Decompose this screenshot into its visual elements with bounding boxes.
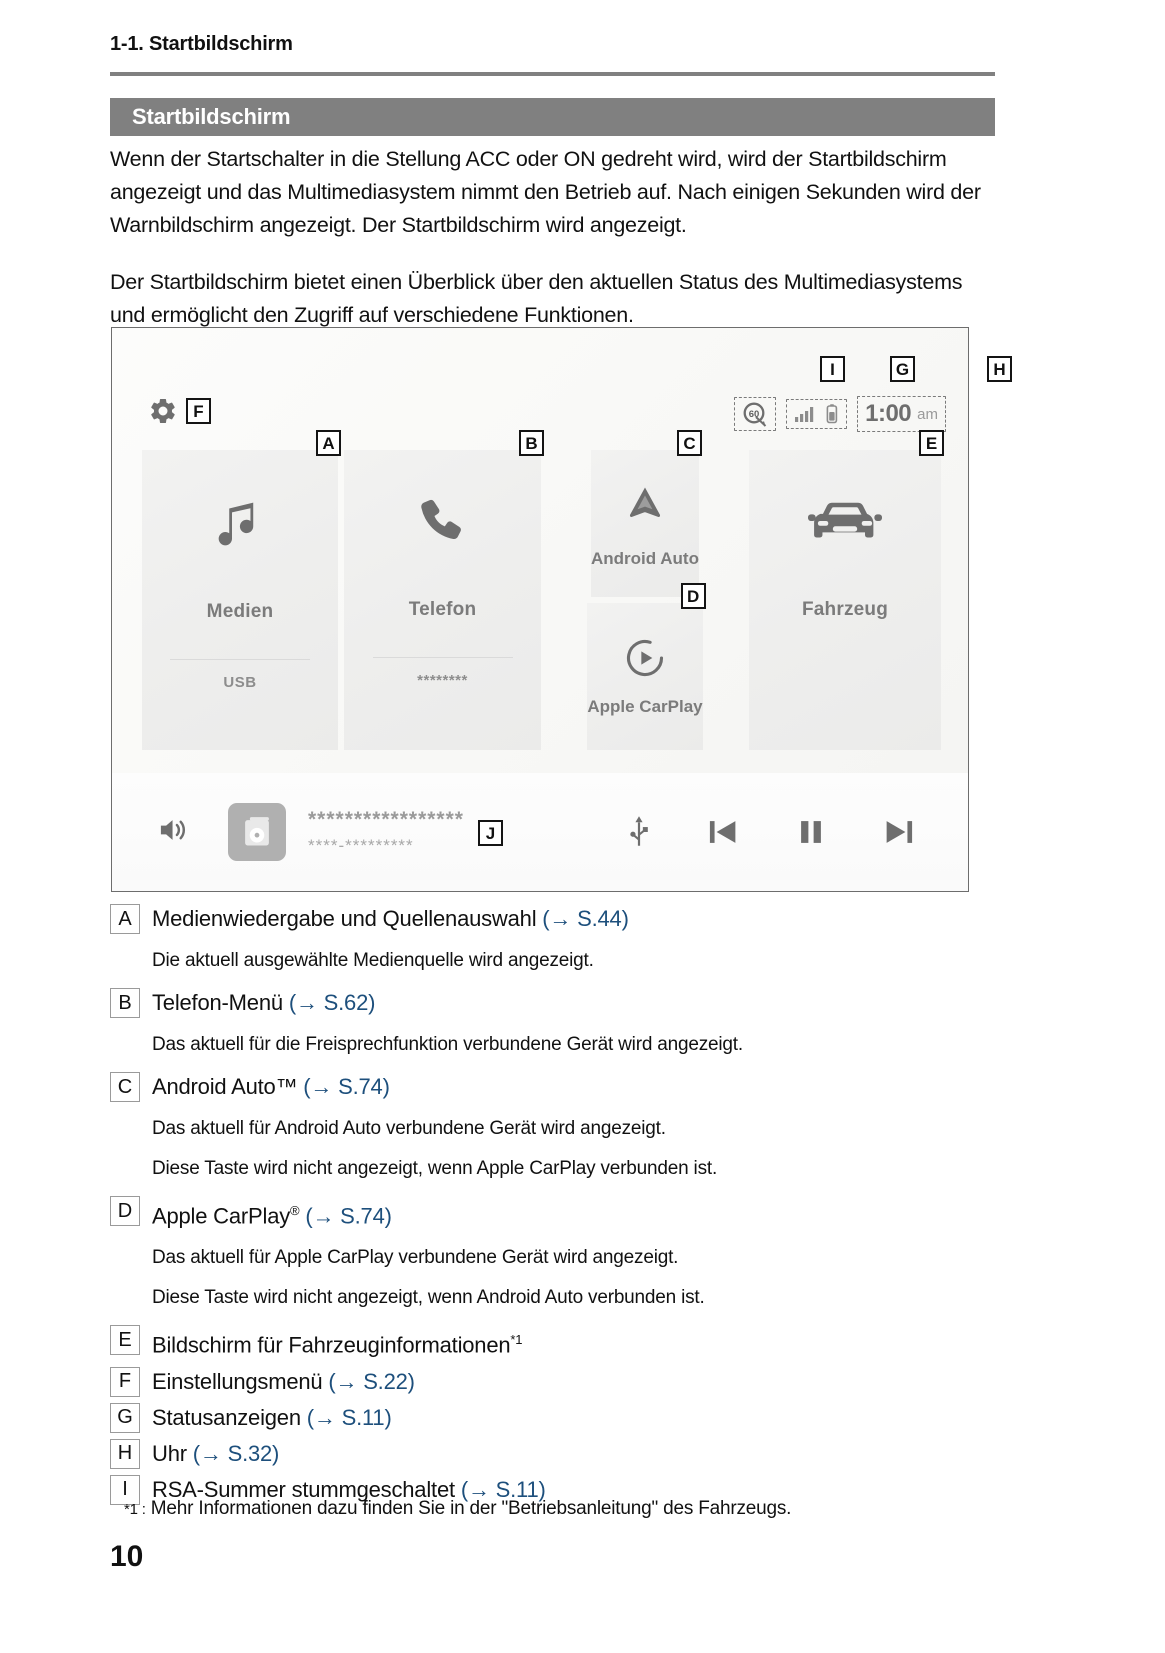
footnote-text: Mehr Informationen dazu finden Sie in der "Betriebsanleitung" des Fahrzeugs.: [145, 1498, 792, 1519]
intro-paragraph-1: Wenn der Startschalter in die Stellung ACC oder ON gedreht wird, wird der Startbildschirm angezeigt und das Multimediasystem nimmt den Betrieb auf. Nach einigen Sekunden wird der Warnbildschirm angezeigt. Der Startbildschirm wird angezeigt.: [110, 147, 981, 237]
car-icon: [807, 492, 883, 559]
phone-icon: [412, 492, 474, 559]
playback-controls: [628, 814, 916, 850]
registered-mark: ®: [290, 1203, 300, 1218]
tile-stack-projection: [547, 433, 743, 750]
section-title: Startbildschirm: [132, 104, 291, 129]
legend-label-b: Telefon-Menü (→ S.62): [152, 990, 376, 1015]
legend-tag-i: I: [110, 1475, 140, 1505]
legend-item-c: [110, 1070, 1010, 1104]
page-number: 10: [110, 1540, 144, 1573]
android-auto-icon: [618, 478, 672, 537]
tile-label-apple-carplay: Apple CarPlay: [587, 697, 703, 716]
pause-icon[interactable]: [796, 816, 826, 848]
page-ref-h[interactable]: (→ S.32): [192, 1440, 280, 1466]
tile-device-telefon: ********: [417, 672, 468, 689]
album-art-icon[interactable]: [228, 803, 286, 861]
legend-note-c-2: Diese Taste wird nicht angezeigt, wenn Apple CarPlay verbunden ist.: [152, 1158, 718, 1179]
legend-tag-c: C: [110, 1072, 140, 1102]
marker-tag-b: B: [519, 430, 544, 456]
legend-item-g: [110, 1401, 1010, 1435]
speed-limit-60-muted-icon: [742, 401, 768, 427]
page-ref-i[interactable]: (→ S.11): [460, 1476, 546, 1502]
page-ref-g[interactable]: (→ S.11): [306, 1404, 392, 1430]
volume-icon[interactable]: [156, 814, 192, 851]
legend-item-b: [110, 986, 1010, 1020]
media-playback-bar: [112, 773, 968, 891]
legend-label-g: Statusanzeigen (→ S.11): [152, 1404, 392, 1430]
legend-tag-a: A: [110, 904, 140, 934]
clock-indicator: [857, 396, 946, 432]
settings-menu-group[interactable]: [148, 396, 211, 426]
gear-icon[interactable]: [148, 396, 178, 426]
signal-bars-icon: [794, 404, 816, 424]
page-ref-b[interactable]: (→ S.62): [288, 990, 376, 1015]
home-screen-illustration: [111, 327, 1006, 892]
track-info: [308, 808, 464, 856]
marker-tag-a: A: [316, 430, 341, 456]
marker-tag-f: F: [186, 398, 211, 424]
legend-label-c: Android Auto™ (→ S.74): [152, 1074, 390, 1099]
legend-note-c-1: Das aktuell für Android Auto verbundene Gerät wird angezeigt.: [152, 1118, 666, 1139]
status-indicators: [786, 399, 847, 429]
music-note-icon: [208, 492, 272, 561]
battery-icon: [825, 403, 839, 425]
legend-tag-d: D: [110, 1196, 140, 1226]
legend-tag-h: H: [110, 1439, 140, 1469]
marker-tag-e: E: [919, 430, 944, 456]
footnote-mark-e: *1: [510, 1332, 523, 1348]
marker-tag-j: J: [478, 820, 503, 846]
tile-label-telefon: Telefon: [408, 599, 477, 620]
marker-tag-g: G: [890, 356, 915, 382]
svg-text:60: 60: [748, 409, 760, 420]
marker-tag-i: I: [820, 356, 845, 382]
head-unit-screen: [112, 328, 1006, 891]
legend-item-e: [110, 1323, 1010, 1362]
legend-label-f: Einstellungsmenü (→ S.22): [152, 1368, 415, 1394]
legend-item-h: [110, 1437, 1010, 1471]
legend-list: [110, 900, 1010, 1507]
previous-track-icon[interactable]: [706, 816, 740, 848]
section-banner: [110, 98, 995, 136]
marker-tag-d: D: [681, 583, 706, 609]
legend-item-d: [110, 1194, 1010, 1233]
carplay-icon: [623, 636, 667, 685]
tile-divider: [170, 659, 310, 660]
footnote: [124, 1498, 791, 1520]
legend-note-d-1: Das aktuell für Apple CarPlay verbundene Gerät wird angezeigt.: [152, 1247, 679, 1269]
marker-tag-h: H: [987, 356, 1012, 382]
tile-label-android-auto: Android Auto: [591, 549, 699, 568]
next-track-icon[interactable]: [882, 816, 916, 848]
legend-label-a: Medienwiedergabe und Quellenauswahl (→ S.44): [152, 906, 629, 931]
track-subtitle: ****-*********: [308, 836, 414, 855]
tile-source-medien: USB: [223, 674, 257, 691]
tile-medien[interactable]: [142, 433, 338, 750]
tile-divider: [373, 657, 513, 658]
tile-android-auto[interactable]: [591, 433, 699, 597]
legend-tag-g: G: [110, 1403, 140, 1433]
intro-paragraph-2: Der Startbildschirm bietet einen Überblick über den aktuellen Status des Multimediasystems und ermöglicht den Zugriff auf verschiedene Funktionen.: [110, 270, 963, 327]
legend-tag-b: B: [110, 988, 140, 1018]
usb-icon[interactable]: [628, 814, 650, 850]
header-divider: [110, 72, 995, 76]
legend-note-b-1: Das aktuell für die Freisprechfunktion verbundene Gerät wird angezeigt.: [152, 1034, 743, 1055]
legend-note-a-1: Die aktuell ausgewählte Medienquelle wird angezeigt.: [152, 950, 594, 971]
page-ref-d[interactable]: (→ S.74): [299, 1203, 392, 1229]
legend-label-i: RSA-Summer stummgeschaltet (→ S.11): [152, 1476, 546, 1502]
tile-fahrzeug[interactable]: [749, 433, 941, 750]
home-tile-grid: [142, 433, 946, 750]
legend-item-f: [110, 1365, 1010, 1399]
page-ref-a[interactable]: (→ S.44): [542, 906, 629, 931]
legend-item-a: [110, 902, 1010, 936]
footnote-mark: *1 :: [124, 1501, 146, 1518]
legend-tag-f: F: [110, 1367, 140, 1397]
rsa-muted-indicator: [734, 397, 776, 431]
clock-time: 1:00: [865, 400, 912, 427]
chapter-heading: 1-1. Startbildschirm: [110, 33, 293, 55]
clock-meridiem: am: [917, 405, 938, 423]
tile-label-medien: Medien: [206, 601, 274, 622]
track-title: *****************: [308, 808, 464, 831]
page-ref-f[interactable]: (→ S.22): [328, 1368, 415, 1394]
legend-note-d-2: Diese Taste wird nicht angezeigt, wenn Android Auto verbunden ist.: [152, 1287, 705, 1309]
page-ref-c[interactable]: (→ S.74): [303, 1074, 390, 1099]
status-bar: [734, 396, 946, 432]
legend-label-h: Uhr (→ S.32): [152, 1440, 280, 1466]
legend-label-e: Bildschirm für Fahrzeuginformationen$^{*1}$: [152, 1332, 523, 1358]
tile-telefon[interactable]: [344, 433, 541, 750]
legend-tag-e: E: [110, 1325, 140, 1355]
marker-tag-c: C: [677, 430, 702, 456]
tile-apple-carplay[interactable]: [587, 586, 703, 750]
legend-label-d: Apple CarPlay® (→ S.74): [152, 1203, 392, 1229]
tile-label-fahrzeug: Fahrzeug: [801, 599, 889, 620]
